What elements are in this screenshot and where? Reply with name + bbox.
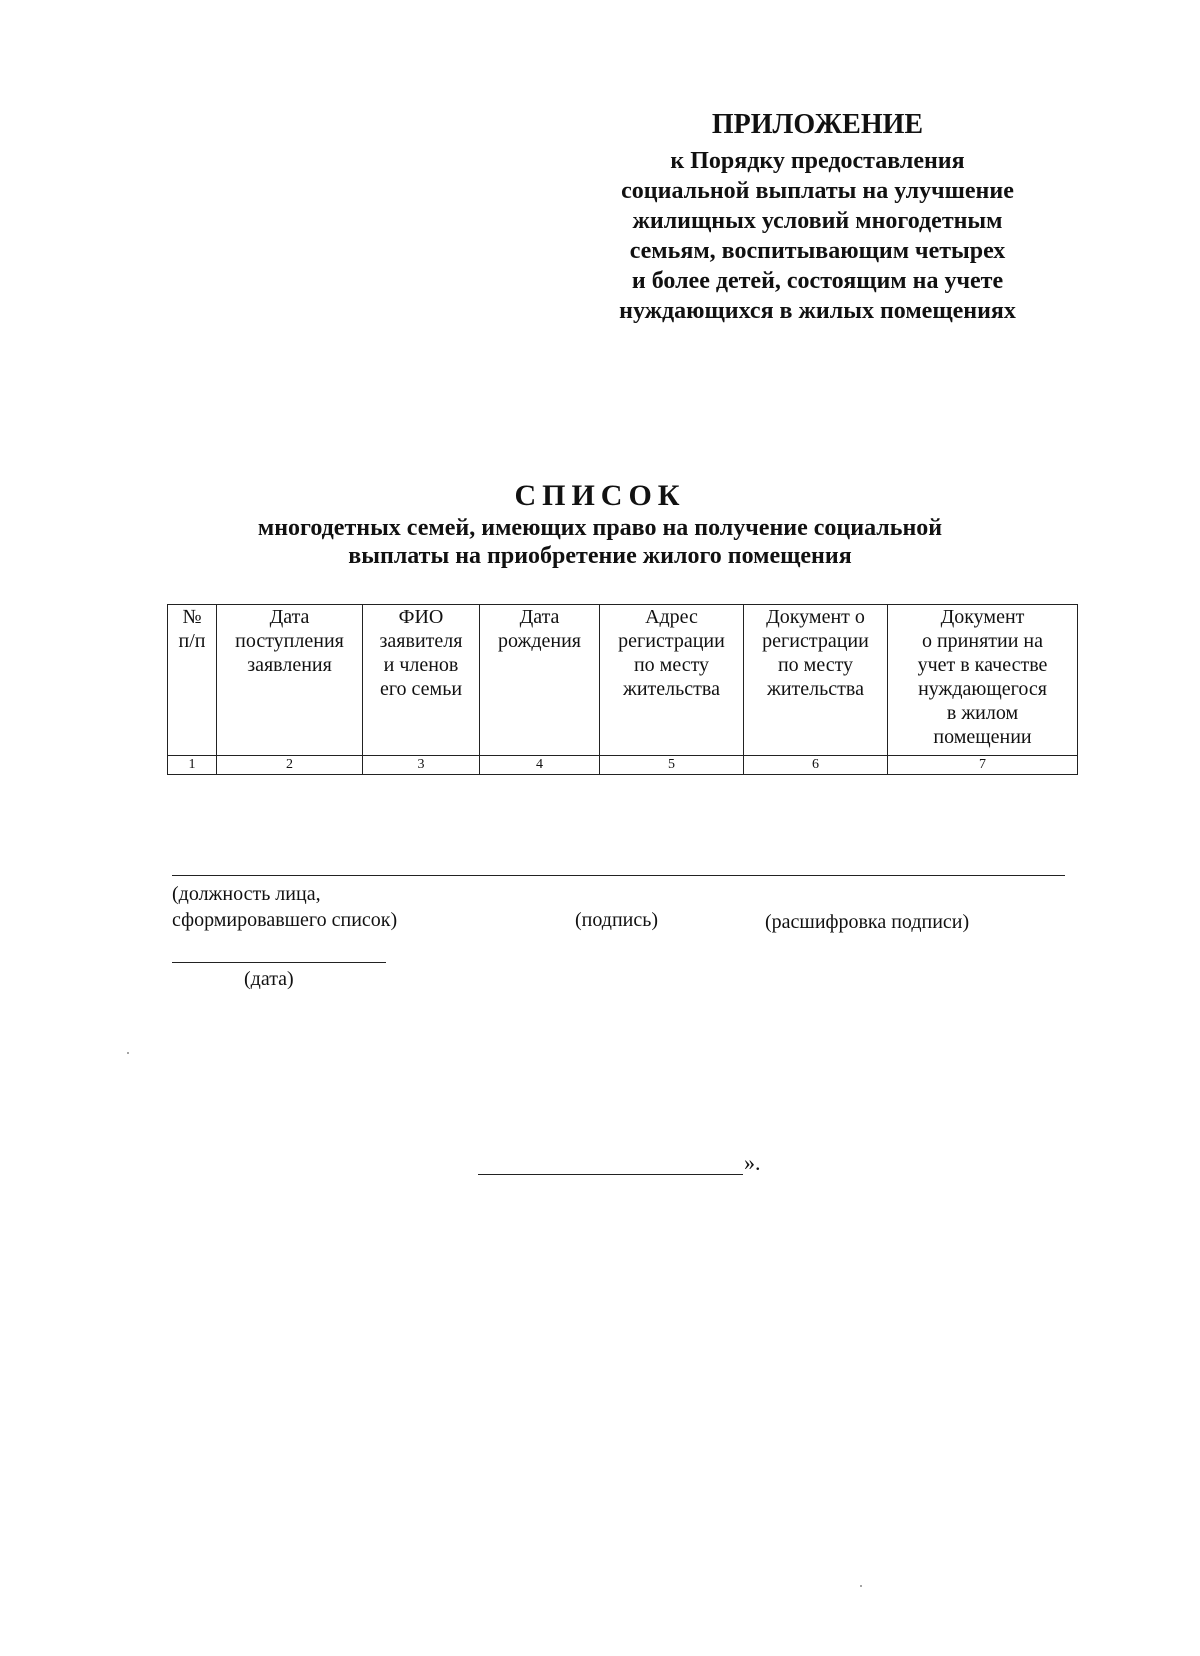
appendix-line: социальной выплаты на улучшение (621, 178, 1014, 204)
list-heading (170, 478, 1030, 570)
column-header-application-date: Дата поступления заявления (217, 605, 363, 756)
list-title: СПИСОК (514, 479, 686, 512)
signature-decode-label: (расшифровка подписи) (765, 911, 970, 933)
closing-quote-mark: ». (744, 1150, 761, 1175)
column-header-acceptance-document: Документ о принятии на учет в качестве нуждающегося в жилом помещении (888, 605, 1078, 756)
column-header-registration-document: Документ о регистрации по месту жительства (744, 605, 888, 756)
column-number-cell: 3 (363, 756, 480, 775)
column-number-cell: 5 (600, 756, 744, 775)
appendix-line: нуждающихся в жилых помещениях (619, 298, 1016, 324)
column-number-cell: 4 (480, 756, 600, 775)
appendix-line: и более детей, состоящим на учете (631, 268, 1004, 294)
list-subtitle-line: многодетных семей, имеющих право на получение социальной (257, 515, 943, 541)
closing-line (478, 1174, 743, 1175)
position-label: (должность лица, сформировавшего список) (172, 883, 398, 931)
column-header-full-name: ФИО заявителя и членов его семьи (363, 605, 480, 756)
column-number-cell: 2 (217, 756, 363, 775)
table-header-row (168, 605, 1078, 756)
appendix-header (570, 108, 1065, 326)
column-number-cell: 6 (744, 756, 888, 775)
column-header-address: Адрес регистрации по месту жительства (600, 605, 744, 756)
families-table (167, 604, 1078, 775)
date-label: (дата) (244, 968, 294, 990)
date-line (172, 962, 386, 963)
signature-line (172, 875, 1065, 876)
column-header-number: № п/п (168, 605, 217, 756)
column-number-cell: 7 (888, 756, 1078, 775)
table-row (168, 756, 1078, 775)
list-subtitle (170, 514, 1030, 570)
scan-speck (127, 1052, 129, 1054)
signature-label: (подпись) (575, 909, 659, 931)
appendix-subtitle (570, 146, 1065, 326)
appendix-line: семьям, воспитывающим четырех (629, 238, 1006, 264)
column-header-birth-date: Дата рождения (480, 605, 600, 756)
column-number-cell: 1 (168, 756, 217, 775)
appendix-line: к Порядку предоставления (670, 148, 965, 174)
appendix-line: жилищных условий многодетным (632, 208, 1003, 234)
scan-speck (860, 1585, 862, 1587)
list-subtitle-line: выплаты на приобретение жилого помещения (348, 543, 852, 569)
appendix-title: ПРИЛОЖЕНИЕ (711, 109, 924, 140)
